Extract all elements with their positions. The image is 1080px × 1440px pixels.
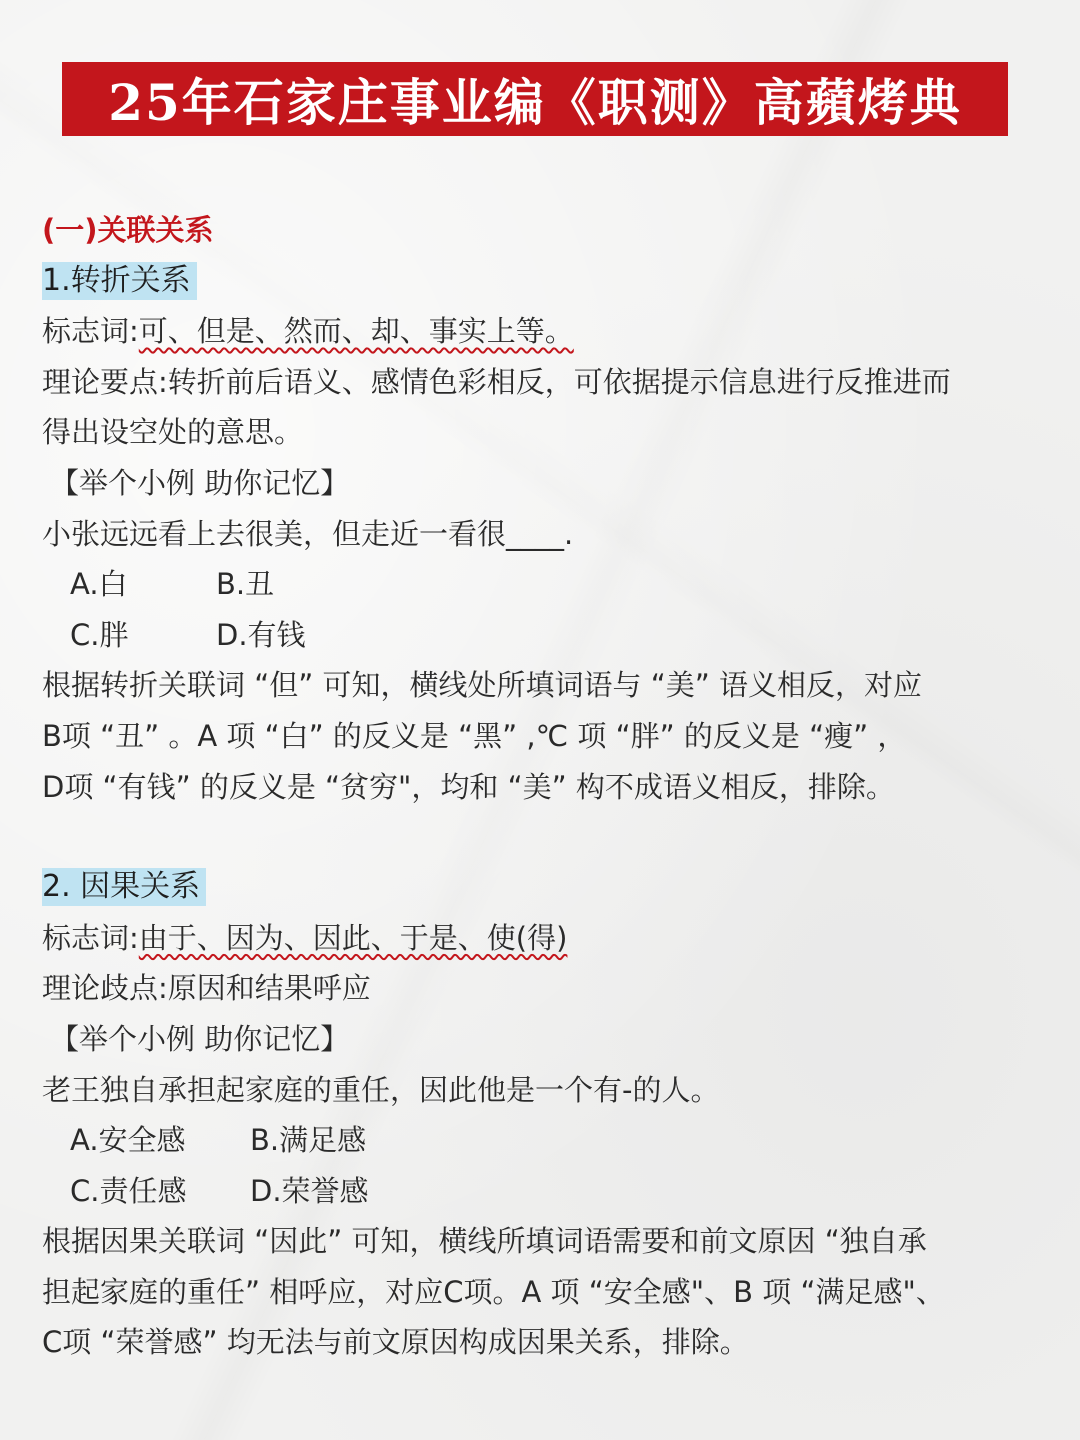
example-label: 【举个小例 助你记忆】 [50,1021,350,1056]
explanation-line: C项 “荣誉感” 均无法与前文原因构成因果关系，排除。 [42,1325,749,1360]
option-a: A.安全感 [70,1123,186,1158]
subsection-heading-2-row [42,862,1042,913]
page-title: 25年石家庄事业编《职测》高蘋烤典 [108,73,962,132]
question-text: 小张远远看上去很美，但走近一看很____. [42,516,574,551]
explanation-line: B项 “丑” 。A 项 “白” 的反义是 “黑” ,℃ 项 “胖” 的反义是 “瘦” ， [42,718,907,753]
section-title: (一)关联关系 [42,213,214,247]
subsection-heading-2: 2. 因果关系 [42,868,206,906]
option-b: B.满足感 [250,1123,367,1158]
option-c: C.责任感 [70,1173,187,1208]
explanation-line: 根据转折关联词 “但” 可知，横线处所填词语与 “美” 语义相反，对应 [42,668,922,703]
theory-line: 得出设空处的意思。 [42,415,304,450]
option-d: D.荣誉感 [250,1173,369,1208]
option-a: A.白 [70,567,128,602]
keywords-line-1 [42,306,1042,357]
keywords-line-2 [42,913,1042,964]
option-b: B.丑 [216,567,275,602]
options-row [42,559,1042,610]
theory-line: 理论歧点:原因和结果呼应 [42,971,371,1006]
subsection-heading-1-row [42,256,1042,307]
subsection-heading-1: 1.转折关系 [42,262,197,300]
section-spacer [42,812,1042,862]
explanation-line: D项 “有钱” 的反义是 “贫穷"，均和 “美” 构不成语义相反，排除。 [42,769,895,804]
options-row [42,1166,1042,1217]
keywords-text: 由于、因为、因此、于是、使(得) [138,920,568,955]
theory-line: 理论要点:转折前后语义、感情色彩相反，可依据提示信息进行反推进而 [42,364,951,399]
keywords-label: 标志词: [42,920,139,955]
keywords-text: 可、但是、然而、却、事实上等。 [138,314,574,349]
document-body [42,205,1042,1368]
explanation-line: 根据因果关联词 “因此” 可知，横线所填词语需要和前文原因 “独自承 [42,1224,927,1259]
options-row [42,610,1042,661]
question-text: 老王独自承担起家庭的重任，因此他是一个有-的人。 [42,1072,720,1107]
keywords-label: 标志词: [42,314,139,349]
explanation-line: 担起家庭的重任” 相呼应，对应C项。A 项 “安全感"、B 项 “满足感"、 [42,1274,945,1309]
option-d: D.有钱 [216,617,306,652]
example-label: 【举个小例 助你记忆】 [50,465,350,500]
title-banner [62,62,1008,136]
options-row [42,1115,1042,1166]
option-c: C.胖 [70,617,129,652]
